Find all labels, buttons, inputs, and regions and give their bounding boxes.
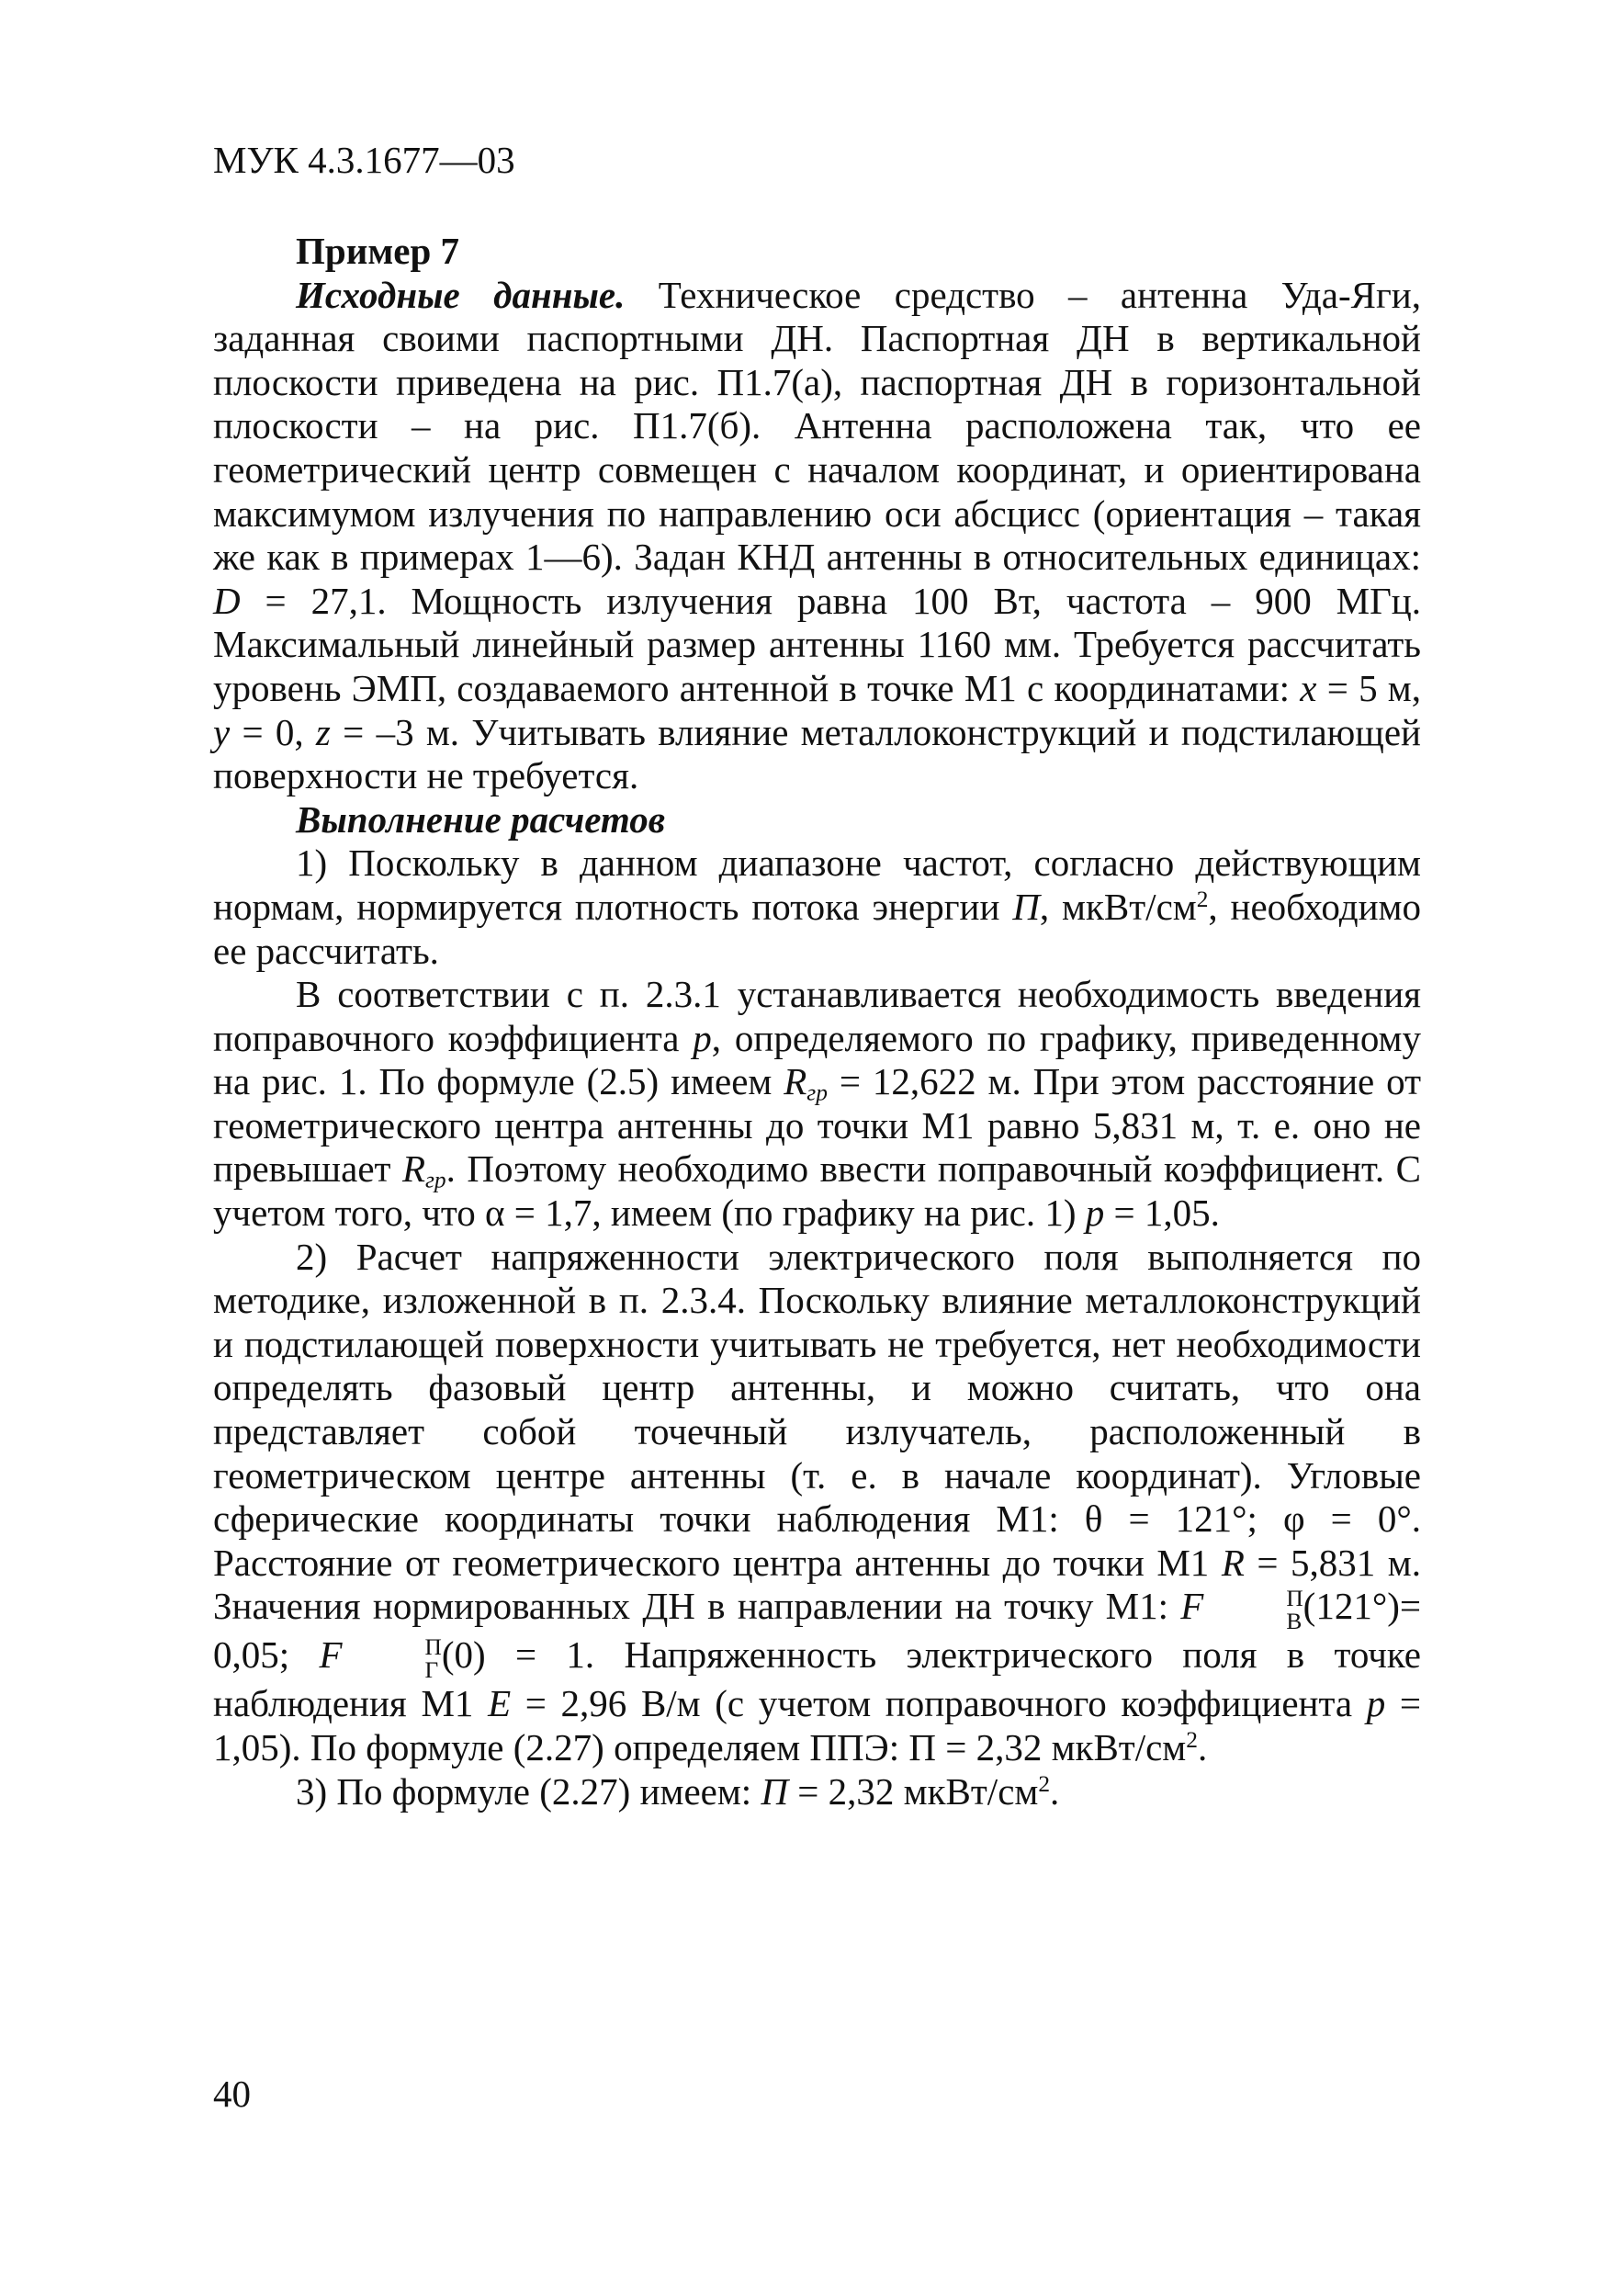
paragraph-correction: В соответствии с п. 2.3.1 устанавливается необходимость введения поправочного коэффициента p, определяемого по графику, приведенному на рис. 1. По формуле (2.5) имеем $R_{гр} = 12,622$ м. При этом расстояние от геометрического центра антенны до точки М1 равно 5,831 м, т. е. оно не превышает $R_{гр}$. Поэтому необходимо ввести поправочный коэффициент. С учетом того, что α = 1,7, имеем (по графику на рис. 1) p = 1,05. — [213, 973, 1422, 1235]
document-code: МУК 4.3.1677—03 — [213, 139, 515, 181]
paragraph-step-2: 2) Расчет напряженности электрического поля выполняется по методике, изложенной в п. 2.3.4. Поскольку влияние металлоконструкций и подстилающей поверхности учитывать не требуется, нет необходимости определять фазовый центр антенны, и можно считать, что она представляет собой точечный излучатель, расположенный в геометрическом центре антенны (т. е. в начале координат). Угловые сферические координаты точки наблюдения М1: θ = 121°; φ = 0°. Расстояние от геометрического центра антенны до точки М1 R = 5,831 м. Значения нормированных ДН в направлении на точку М1: F П В (121°)= 0,05; F П Г (0) = 1. Напряженность электрического поля в точке наблюдения М1 E = 2,96 В/м (с учетом поправочного коэффициента p = 1,05). По формуле (2.27) определяем ППЭ: П = 2,32 мкВт/$см^2$. — [213, 1235, 1422, 1769]
example-title: Пример 7 — [296, 230, 459, 272]
paragraph-step-1: 1) Поскольку в данном диапазоне частот, согласно действующим нормам, нормируется плотность потока энергии П, мкВт/$см^2$, необходимо ее рассчитать. — [213, 842, 1421, 972]
initial-data-label: Исходные данные. — [296, 273, 626, 316]
document-page — [213, 138, 1421, 1813]
paragraph-initial-data: Исходные данные. Техническое средство – антенна Уда-Яги, заданная своими паспортными ДН. Паспортная ДН в вертикальной плоскости приведена на рис. П1.7(а), паспортная ДН в горизонтальной плоскости – на рис. П1.7(б). Антенна расположена так, что ее геометрический центр совмещен с началом координат, и ориентирована максимумом излучения по направлению оси абсцисс (ориентация – такая же как в примерах 1—6). Задан КНД антенны в относительных единицах: D = 27,1. Мощность излучения равна 100 Вт, частота – 900 МГц. Максимальный линейный размер антенны 1160 мм. Требуется рассчитать уровень ЭМП, создаваемого антенной в точке М1 с координатами: x = 5 м, y = 0, z = –3 м. Учитывать влияние металлоконструкций и подстилающей поверхности не требуется. — [213, 273, 1421, 797]
calculation-title: Выполнение расчетов — [296, 797, 666, 841]
formula-fv: F П В — [1180, 1585, 1303, 1634]
formula-fg: F П Г — [319, 1633, 442, 1684]
page-number: 40 — [213, 2073, 251, 2115]
paragraph-step-3: 3) По формуле (2.27) имеем: П = 2,32 мкВт/$см^2$. — [296, 1769, 1060, 1813]
